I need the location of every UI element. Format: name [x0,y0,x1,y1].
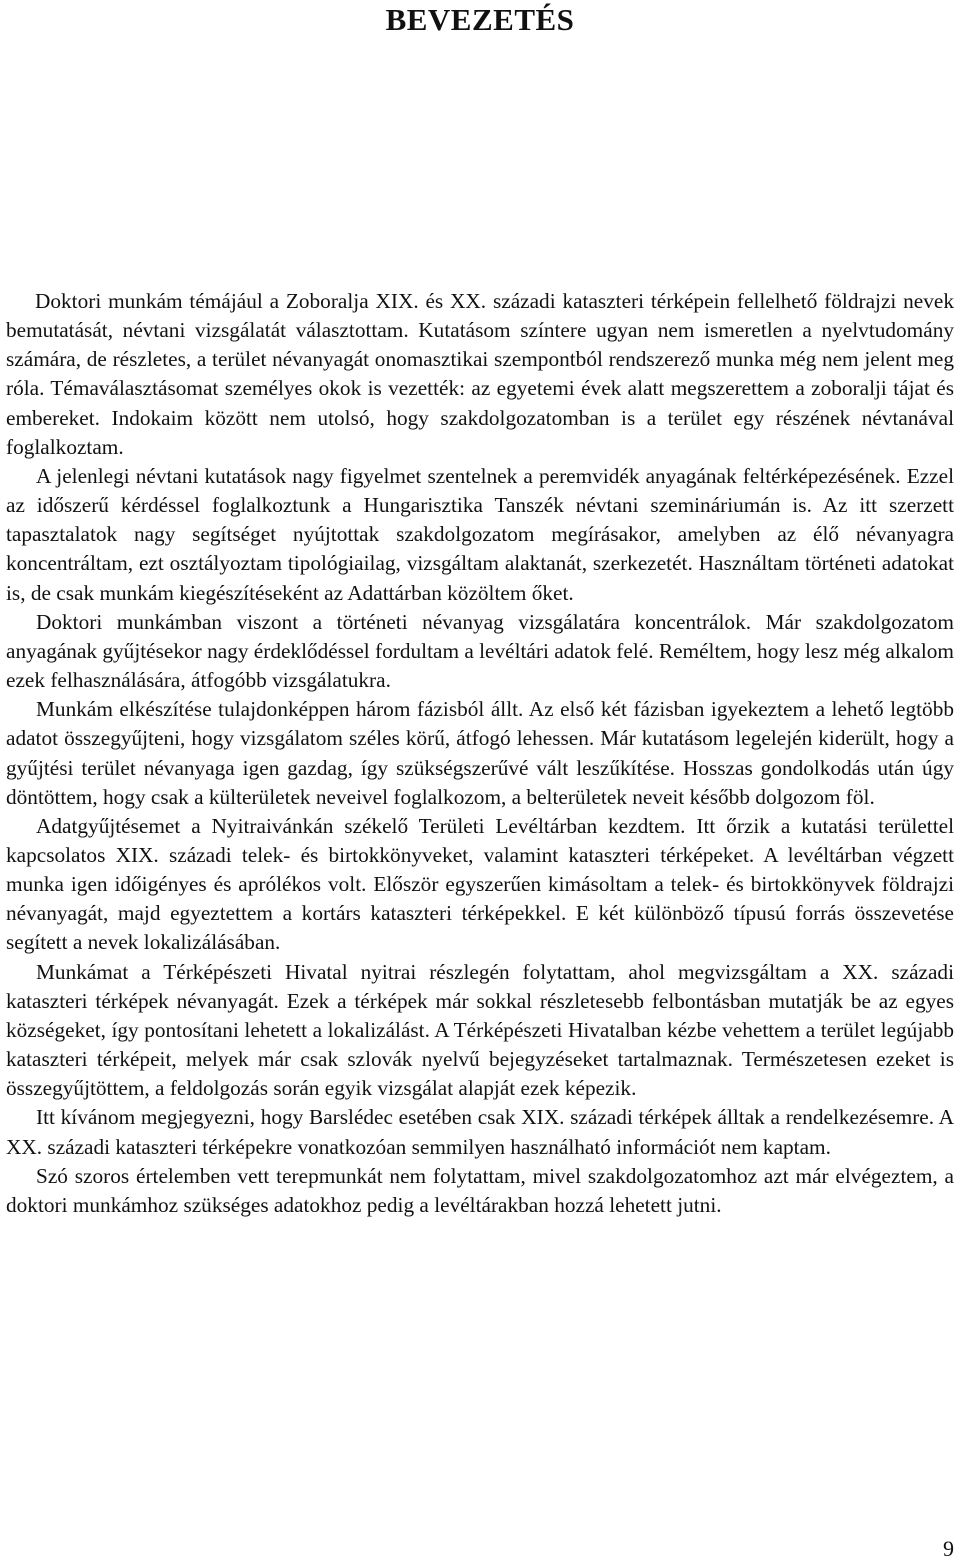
page-title: BEVEZETÉS [385,2,575,37]
paragraph-1: Doktori munkám témájául a Zoboralja XIX. és XX. századi kataszteri térképein fellelhető földrajzi nevek bemutatását, névtani vizsgálatát választottam. Kutatásom színtere ugyan nem ismeretlen a nyelvtudomány számára, de részletes, a terület névanyagát onomasztikai szempontból rendszerező munka még nem jelent meg róla. Témaválasztásomat személyes okok is vezették: az egyetemi évek alatt megszerettem a zoboralji tájat és embereket. Indokaim között nem utolsó, hogy szakdolgozatomban is a terület egy részének névtanával foglalkoztam. [6,289,954,459]
paragraph-7: Itt kívánom megjegyezni, hogy Barslédec esetében csak XIX. századi térképek álltak a rendelkezésemre. A XX. századi kataszteri térképekre vonatkozóan semmilyen használható információt nem kaptam. [6,1105,954,1159]
paragraph-3: Doktori munkámban viszont a történeti névanyag vizsgálatára koncentrálok. Már szakdolgozatom anyagának gyűjtésekor nagy érdeklődéssel fordultam a levéltári adatok felé. Reméltem, hogy lesz még alkalom ezek felhasználására, átfogóbb vizsgálatukra. [6,609,954,693]
paragraph-5: Adatgyűjtésemet a Nyitraivánkán székelő Területi Levéltárban kezdtem. Itt őrzik a kutatási területtel kapcsolatos XIX. századi telek- és birtokkönyveket, valamint kataszteri térképeket. A levéltárban végzett munka igen időigényes és aprólékos volt. Először egyszerűen kimásoltam a telek- és birtokkönyvek földrajzi névanyagát, majd egyeztettem a kortárs kataszteri térképekkel. E két különböző típusú forrás összevetése segített a nevek lokalizálásában. [6,813,954,955]
paragraph-8: Szó szoros értelemben vett terepmunkát nem folytattam, mivel szakdolgozatomhoz azt már elvégeztem, a doktori munkámhoz szükséges adatokhoz pedig a levéltárakban hozzá lehetett jutni. [6,1163,954,1217]
paragraph-4: Munkám elkészítése tulajdonképpen három fázisból állt. Az első két fázisban igyekeztem a lehető legtöbb adatot összegyűjteni, hogy vizsgálatom széles körű, átfogó lehessen. Már kutatásom legelején kiderült, hogy a gyűjtési terület névanyaga igen gazdag, így szükségszerűvé vált leszűkítése. Hosszas gondolkodás után úgy döntöttem, hogy csak a külterületek neveivel foglalkozom, a belterületek neveit később dolgozom föl. [6,697,954,809]
paragraph-6: Munkámat a Térképészeti Hivatal nyitrai részlegén folytattam, ahol megvizsgáltam a XX. századi kataszteri térképek névanyagát. Ezek a térképek már sokkal részletesebb felbontásban mutatják be az egyes községeket, így pontosítani lehetett a lokalizálást. A Térképészeti Hivatalban kézbe vehettem a terület legújabb kataszteri térképeit, melyek már csak szlovák nyelvű bejegyzéseket tartalmaznak. Természetesen ezeket is összegyűjtöttem, a feldolgozás során egyik vizsgálat alapját ezek képezik. [6,959,954,1101]
body-text [6,287,954,1220]
paragraph-2: A jelenlegi névtani kutatások nagy figyelmet szentelnek a peremvidék anyagának feltérképezésének. Ezzel az időszerű kérdéssel foglalkoztunk a Hungarisztika Tanszék névtani szemináriumán is. Az itt szerzett tapasztalatok nagy segítséget nyújtottak szakdolgozatom megírásakor, amelyben az élő névanyagra koncentráltam, ezt osztályoztam tipológiailag, vizsgáltam alaktanát, szerkezetét. Használtam történeti adatokat is, de csak munkám kiegészítéseként az Adattárban közöltem őket. [6,463,954,605]
page-number: 9 [943,1536,954,1561]
